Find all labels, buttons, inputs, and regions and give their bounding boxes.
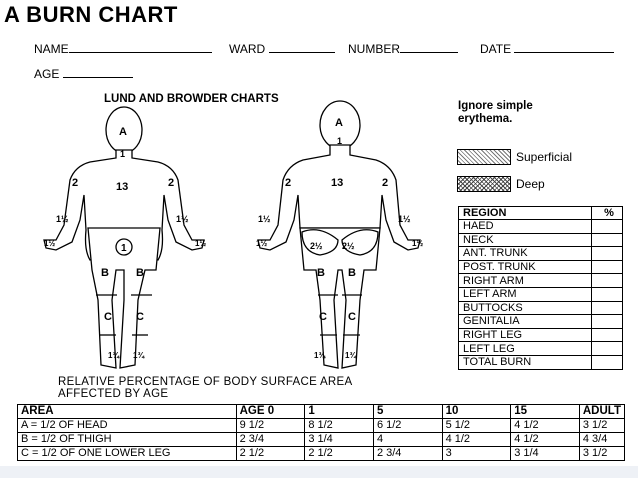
ward-field[interactable] xyxy=(229,41,335,56)
age-table xyxy=(17,404,625,461)
area-cell: B = 1/2 OF THIGH xyxy=(18,433,237,447)
front-neck-label: 1 xyxy=(120,149,126,159)
age-header: 15 xyxy=(511,405,580,419)
deep-label: Deep xyxy=(516,177,545,191)
value-cell: 9 1/2 xyxy=(236,419,305,433)
age-caption xyxy=(58,376,352,400)
value-cell: 2 3/4 xyxy=(373,447,442,461)
region-percent-cell[interactable] xyxy=(592,247,623,261)
back-right-thigh-label: B xyxy=(348,267,356,279)
value-cell: 2 1/2 xyxy=(305,447,374,461)
region-header: REGION xyxy=(459,207,592,220)
ward-label: WARD xyxy=(229,42,266,56)
value-cell: 4 1/2 xyxy=(442,433,511,447)
region-row: RIGHT LEG xyxy=(459,328,592,342)
percent-header: % xyxy=(592,207,623,220)
back-right-foot-label: 1¾ xyxy=(345,351,357,360)
back-left-leg-label: C xyxy=(319,311,327,323)
value-cell: 3 1/4 xyxy=(511,447,580,461)
total-percent-cell[interactable] xyxy=(592,355,623,369)
region-row: GENITALIA xyxy=(459,315,592,329)
back-right-hand-label: 1½ xyxy=(412,239,424,248)
deep-swatch xyxy=(457,176,511,192)
value-cell: 8 1/2 xyxy=(305,419,374,433)
area-cell: C = 1/2 OF ONE LOWER LEG xyxy=(18,447,237,461)
region-percent-cell[interactable] xyxy=(592,301,623,315)
front-right-arm-label: 2 xyxy=(168,177,175,189)
table-row xyxy=(18,419,625,433)
bottom-strip xyxy=(0,466,638,478)
front-right-thigh-label: B xyxy=(136,267,144,279)
value-cell: 4 1/2 xyxy=(511,433,580,447)
back-right-buttock-label: 2½ xyxy=(342,241,355,251)
region-percent-cell[interactable] xyxy=(592,220,623,234)
value-cell: 3 1/2 xyxy=(579,419,624,433)
age-header: 5 xyxy=(373,405,442,419)
number-label: NUMBER xyxy=(348,42,401,56)
chart-heading: LUND AND BROWDER CHARTS xyxy=(104,93,279,105)
body-diagram xyxy=(20,100,440,375)
age-field[interactable] xyxy=(34,66,133,81)
number-line[interactable] xyxy=(400,41,458,53)
value-cell: 4 3/4 xyxy=(579,433,624,447)
age-header: 1 xyxy=(305,405,374,419)
age-header: 10 xyxy=(442,405,511,419)
region-percent-cell[interactable] xyxy=(592,342,623,356)
age-label: AGE xyxy=(34,67,60,81)
front-right-hand-label: 1½ xyxy=(195,239,207,248)
region-row: ANT. TRUNK xyxy=(459,247,592,261)
value-cell: 5 1/2 xyxy=(442,419,511,433)
value-cell: 3 1/2 xyxy=(579,447,624,461)
back-left-foot-label: 1¾ xyxy=(314,351,326,360)
front-right-forearm-label: 1½ xyxy=(176,214,189,224)
name-line[interactable] xyxy=(69,41,212,53)
region-row: POST. TRUNK xyxy=(459,260,592,274)
region-percent-cell[interactable] xyxy=(592,260,623,274)
number-field[interactable] xyxy=(348,41,458,56)
region-percent-cell[interactable] xyxy=(592,328,623,342)
region-row: NECK xyxy=(459,233,592,247)
age-header: ADULT xyxy=(579,405,624,419)
front-trunk-label: 13 xyxy=(116,181,129,193)
value-cell: 4 1/2 xyxy=(511,419,580,433)
region-row: HAED xyxy=(459,220,592,234)
region-percent-cell[interactable] xyxy=(592,315,623,329)
region-row: RIGHT ARM xyxy=(459,274,592,288)
front-right-leg-label: C xyxy=(136,311,144,323)
region-percent-cell[interactable] xyxy=(592,233,623,247)
age-line[interactable] xyxy=(63,66,133,78)
front-left-arm-label: 2 xyxy=(72,177,79,189)
value-cell: 4 xyxy=(373,433,442,447)
back-right-leg-label: C xyxy=(348,311,356,323)
date-field[interactable] xyxy=(480,41,614,56)
superficial-swatch xyxy=(457,149,511,165)
ward-line[interactable] xyxy=(269,41,335,53)
back-left-thigh-label: B xyxy=(317,267,325,279)
back-right-arm-label: 2 xyxy=(382,177,389,189)
front-left-forearm-label: 1½ xyxy=(56,214,69,224)
region-row: LEFT LEG xyxy=(459,342,592,356)
age-header-area: AREA xyxy=(18,405,237,419)
name-field[interactable] xyxy=(34,41,212,56)
caption-line-1: RELATIVE PERCENTAGE OF BODY SURFACE AREA xyxy=(58,376,353,388)
front-head-label: A xyxy=(119,126,127,138)
area-cell: A = 1/2 OF HEAD xyxy=(18,419,237,433)
date-label: DATE xyxy=(480,42,512,56)
region-table xyxy=(458,206,623,370)
value-cell: 3 1/4 xyxy=(305,433,374,447)
front-right-foot-label: 1¾ xyxy=(133,351,145,360)
caption-line-2: AFFECTED BY AGE xyxy=(58,388,169,400)
region-percent-cell[interactable] xyxy=(592,287,623,301)
name-label: NAME xyxy=(34,42,69,56)
back-right-forearm-label: 1½ xyxy=(398,214,411,224)
front-left-thigh-label: B xyxy=(101,267,109,279)
back-trunk-label: 13 xyxy=(331,177,344,189)
value-cell: 6 1/2 xyxy=(373,419,442,433)
back-neck-label: 1 xyxy=(337,136,343,146)
table-row xyxy=(18,433,625,447)
region-row: BUTTOCKS xyxy=(459,301,592,315)
back-left-hand-label: 1½ xyxy=(256,239,268,248)
region-row-total: TOTAL BURN xyxy=(459,355,592,369)
table-row xyxy=(18,447,625,461)
superficial-label: Superficial xyxy=(516,150,573,164)
value-cell: 3 xyxy=(442,447,511,461)
back-left-buttock-label: 2½ xyxy=(310,241,323,251)
back-head-label: A xyxy=(335,117,343,129)
back-left-arm-label: 2 xyxy=(285,177,292,189)
region-row: LEFT ARM xyxy=(459,287,592,301)
age-header: AGE 0 xyxy=(236,405,305,419)
front-left-leg-label: C xyxy=(104,311,112,323)
value-cell: 2 1/2 xyxy=(236,447,305,461)
region-percent-cell[interactable] xyxy=(592,274,623,288)
front-left-hand-label: 1½ xyxy=(44,239,56,248)
front-figure xyxy=(44,107,207,368)
date-line[interactable] xyxy=(514,41,614,53)
value-cell: 2 3/4 xyxy=(236,433,305,447)
erythema-note: Ignore simple erythema. xyxy=(458,100,533,125)
page-title: A BURN CHART xyxy=(4,2,178,27)
front-left-foot-label: 1¾ xyxy=(108,351,120,360)
front-genitalia-label: 1 xyxy=(121,243,127,254)
back-left-forearm-label: 1½ xyxy=(258,214,271,224)
